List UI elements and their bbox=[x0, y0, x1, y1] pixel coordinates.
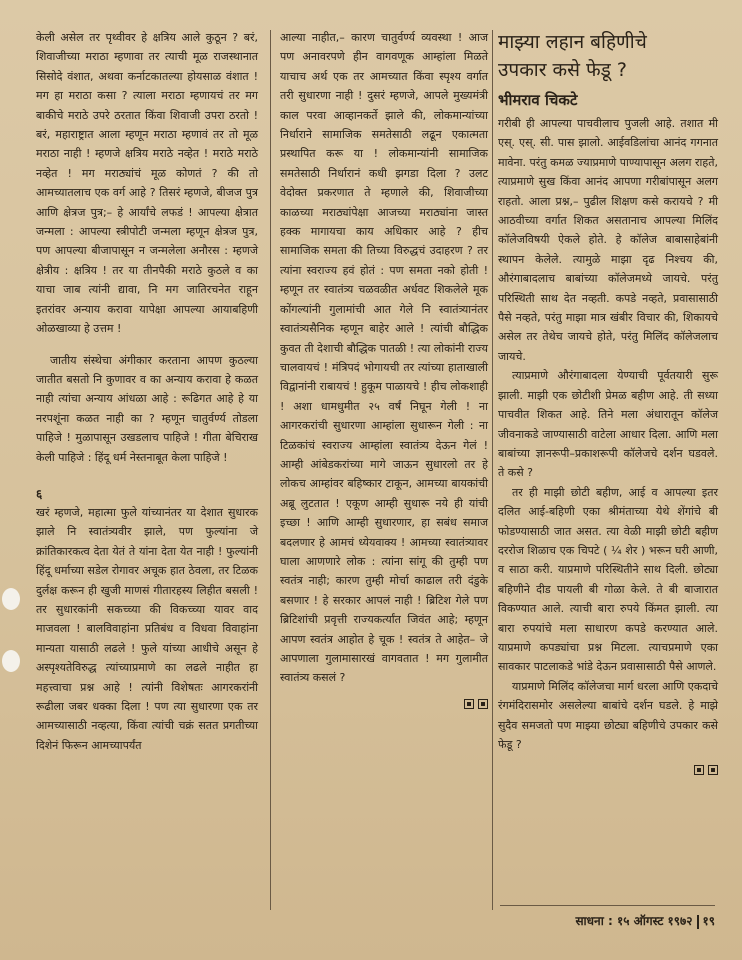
column3-paragraph-1: गरीबी ही आपल्या पाचवीलाच पुजली आहे. तशात मी एस्. एस्. सी. पास झालो. आईवडिलांचा आनंद गगनात मावेना. परंतु कमळ ज्याप्रमाणे पाण्यापासून अलग राहते, त्याप्रमाणे सुख किंवा आनंद आपणा गरीबांपासून अलग राहतो. आला प्रश्न,– पुढील शिक्षण कसे करायचे ? मी आठवीच्या वर्गात शिकत असतानाच आपल्या मिलिंद कॉलेजविषयी ऐकले होते. हे कॉलेज बाबासाहेबांनी स्थापन केलेले. त्यामुळे माझा दृढ निश्चय की, औरंगाबादलाच बाबांच्या कॉलेजमध्ये जायचे. परंतु परिस्थिती साथ देत नव्हती. कपडे नव्हते, प्रवासासाठी पैसे नव्हते, परंतु माझा मात्र खंबीर विचार की, शिकायचे असेल तर तेथेच जायचे होते, परंतु मिलिंद कॉलेजलाच जायचे. bbox=[498, 117, 718, 363]
article-title-line-2: उपकार कसे फेडू ? bbox=[498, 59, 627, 81]
column-3 bbox=[498, 28, 718, 780]
section-number: ६ bbox=[36, 486, 43, 501]
end-square-icon bbox=[694, 765, 704, 775]
end-mark bbox=[280, 694, 488, 713]
footer-separator bbox=[697, 915, 699, 929]
column1-paragraph-1: केली असेल तर पृथ्वीवर हे क्षत्रिय आले कुठून ? बरं, शिवाजीच्या मराठा म्हणावा तर त्याची मूळ राजस्थानात सिसोदे वंशात, अथवा कर्नाटकातल्या होयसाळ वंशात ! मग हा मराठा कसा ? त्याला मराठा म्हणायचं तर मग बाकीचे मराठे उपरे ठरतात किंवा शिवाजी उपरा ठरतो ! बरं, महाराष्ट्रात आला म्हणून मराठा म्हणावं तर तो मूळ मराठा नाही ! म्हणजे क्षत्रिय मराठे नव्हेत ! मराठे मराठे नव्हेत ! मग मराठ्यांचं मूळ कोणतं ? की तो आमच्यातलाच एक वर्ग आहे ? तिसरं म्हणजे, बीजज पुत्र आणि क्षेत्रज पुत्र;– हे आर्यांचे लफडं ! आपल्या क्षेत्रात जन्मला : आपल्या स्त्रीपोटी जन्मला म्हणून क्षेत्रज पुत्र, पण आपल्या बीजापासून न जन्मलेला अनौरस : म्हणजे क्षेत्रीय : क्षत्रिय ! तर या तीनपैकी मराठे कुठले व का याचा जाब त्यांनी द्यावा, नि मग जातिरचनेत राहून इतरांवर अन्याय करावा यापेक्षा आपल्या आयाबहिणी ओळखाव्या हे उत्तम ! bbox=[36, 31, 258, 336]
page-number: १९ bbox=[702, 914, 715, 928]
column1-paragraph-2: जातीय संस्थेचा अंगीकार करताना आपण कुठल्या जातीत बसतो नि कुणावर व का अन्याय करावा हे कळत नाही त्यांचा अन्याय आंधळा आहे : रूढिगत आहे हे या नरपशूंना कळत नाही का ? म्हणून चातुर्वर्ण्य तोडला पाहिजे ! मुळापासून उखडलाच पाहिजे ! गीता बेचिराख केली पाहिजे : हिंदू धर्म नेस्तनाबूत केला पाहिजे ! bbox=[36, 353, 258, 464]
article-author: भीमराव चिकटे bbox=[498, 91, 578, 109]
column1-section-text: खरं म्हणजे, महात्मा फुले यांच्यानंतर या देशात सुधारक झाले नि स्वातंत्र्यवीर झाले, पण फुल्यांना जे क्रांतिकारकत्व देता येतं ते यांना देता येत नाही ! फुल्यांनी हिंदू धर्माच्या सडेल रोगावर अचूक हात ठेवला, तर टिळक दुर्लक्ष करून ही खुजी माणसं गीतारहस्य लिहीत बसली ! तर सुधारकांनी सकच्च्या की विकच्च्या यावर वाद माजवला ! बालविवाहांना प्रतिबंध व विधवा विवाहांना मान्यता यासाठी लढले ! फुले यांच्या आधीचे असून हे अस्पृश्यतेविरुद्ध त्यांच्याप्रमाणे का लढले नाहीत हा महत्त्वाचा प्रश्न आहे ! त्यांनी विशेषतः आगरकरांनी रूढीला जबर धक्का दिला ! पण त्या सुधारणा एक तर आमच्यासाठी नव्हत्या, किंवा त्यांची चक्रं सतत प्रगतीच्या दिशेनं फिरून आमच्यापर्यंत bbox=[36, 505, 258, 752]
column3-paragraph-2: त्याप्रमाणे औरंगाबादला येण्याची पूर्वतयारी सुरू झाली. माझी एक छोटीशी प्रेमळ बहीण आहे. ती सध्या पाचवीत शिकत आहे. तिने मला अंधारातून कॉलेज जीवनाकडे जाण्यासाठी वाटेला आधार दिला. आणि मला बाबांच्या ज्ञानरूपी–प्रकाशरूपी कॉलेजचे दर्शन घडवले. ते कसे ? bbox=[498, 369, 718, 480]
column2-text: आल्या नाहीत,– कारण चातुर्वर्ण्य व्यवस्था ! आज पण अनावरपणे हीन वागवणूक आम्हांला मिळते याचाच अर्थ एक तर आमच्यात किंवा स्पृश्य वर्गात तरी सुधारणा नाही ! दुसरं म्हणजे, आपले मुख्यमंत्री काल परवा आव्हानकर्ते झाले की, लोकमान्यांच्या निर्धाराने सामाजिक समतेसाठी लढून एकात्मता प्रस्थापित करू या ! लोकमान्यांनी सामाजिक समतेसाठी निर्धारानं कधी झगडा दिला ? उलट वेदोक्त प्रकरणात ते म्हणाले की, शिवाजीच्या काळच्या मराठ्यांपेक्षा आजच्या मराठ्यांना जास्त हक्क मागायचा काय अधिकार आहे ? हीच सामाजिक समता की तिच्या विरुद्धचं उदाहरण ? तर त्यांना स्वराज्य हवं होतं : पण समता नको होती ! म्हणून तर स्वातंत्र्य चळवळीत अर्धवट शिकलेले मूक कोंगल्यांनी गुलामांची आत गेले नि स्वातंत्र्यानंतर स्वातंत्र्यसैनिक म्हणून बाहेर आले ! त्यांची बौद्धिक कुवत ती देशाची बौद्धिक पातळी ! त्या लोकांनी राज्य चालवायचं ! मंत्रिपदं भोगायची तर त्यांच्या हाताखाली विद्वानांनी राबायचं ! हुकूम पाळायचे ! हीच लोकशाही ! अशा धामधुमीत २५ वर्षं निघून गेली ! ना आगरकरांची सुधारणा आम्हांला सुधारून गेली : ना टिळकांचं स्वराज्य आम्हांला स्वातंत्र्य देऊन गेलं ! आम्ही आंबेडकरांच्या मागे जाऊन सुधारलो तर हे लोकच आम्हांवर बहिष्कार टाकून, आमच्या बायकांची अब्रू लुटतात ! एकूण आम्ही सुधारू नये ही यांची इच्छा ! आणि आम्ही सुधारणार, हा सबंध समाज बदलणार हे आमचं ध्येयवाक्य ! आमच्या स्वातंत्र्यावर घाला आणणारे लोक : त्यांना सांगू की तुम्ही पण स्वतंत्र नाही; कारण तुम्ही मोर्चा काढाल तरी दंडुके बसणार ! हे सरकार आपलं नाही ! ब्रिटिश गेले पण ब्रिटिशांची प्रवृत्ती राज्यकर्त्यांत जिवंत आहे; म्हणून आपण स्वतंत्र आहोत हे चूक ! स्वतंत्र ते आहेत– जे आपणाला गुलामासारखं वागवतात ! मग गुलामीत स्वातंत्र्य कसलं ? bbox=[280, 31, 488, 685]
column-divider-1 bbox=[270, 30, 271, 910]
column3-paragraph-3: तर ही माझी छोटी बहीण, आई व आपल्या इतर दलित आई-बहिणी एका श्रीमंताच्या येथे शेंगांचे बी फोडण्यासाठी जात असत. त्या वेळी माझी छोटी बहीण दररोज शिळाच एक चिपटे ( ¼ शेर ) भरून घरी आणी, व साठा करी. याप्रमाणे परिस्थितीने साथ दिली. छोट्या बहिणीने दीड पायली बी गोळा केले. ते बी बाजारात विकण्यात आले. त्याची बारा रुपये किंमत झाली. त्या बारा रुपयांचे मला साधारण कपडे करण्यात आले. याप्रमाणे कपड्यांचा प्रश्न मिटला. त्याचप्रमाणे एका सावकार पाटलाकडे भांडे देऊन प्रवासासाठी पैसे आणले. bbox=[498, 485, 718, 674]
column-2 bbox=[280, 28, 488, 713]
column3-paragraph-4: याप्रमाणे मिलिंद कॉलेजचा मार्ग धरला आणि एकदाचे रंगमंदिरासमोर असलेल्या बाबांचे दर्शन घडले. हे माझे सुदैव समजतो पण माझ्या छोट्या बहिणीचे उपकार कसे फेडू ? bbox=[498, 679, 718, 751]
column-divider-2 bbox=[492, 30, 493, 910]
column-1 bbox=[36, 28, 258, 755]
article-title-line-1: माझ्या लहान बहिणीचे bbox=[498, 31, 647, 53]
page-footer bbox=[500, 905, 715, 936]
footer-publication: साधना : १५ ऑगस्ट १९७२ bbox=[575, 914, 693, 928]
end-mark bbox=[498, 760, 718, 779]
punch-hole-bottom bbox=[2, 650, 20, 672]
end-square-icon bbox=[478, 699, 488, 709]
end-square-icon bbox=[464, 699, 474, 709]
end-square-icon bbox=[708, 765, 718, 775]
punch-hole-top bbox=[2, 588, 20, 610]
